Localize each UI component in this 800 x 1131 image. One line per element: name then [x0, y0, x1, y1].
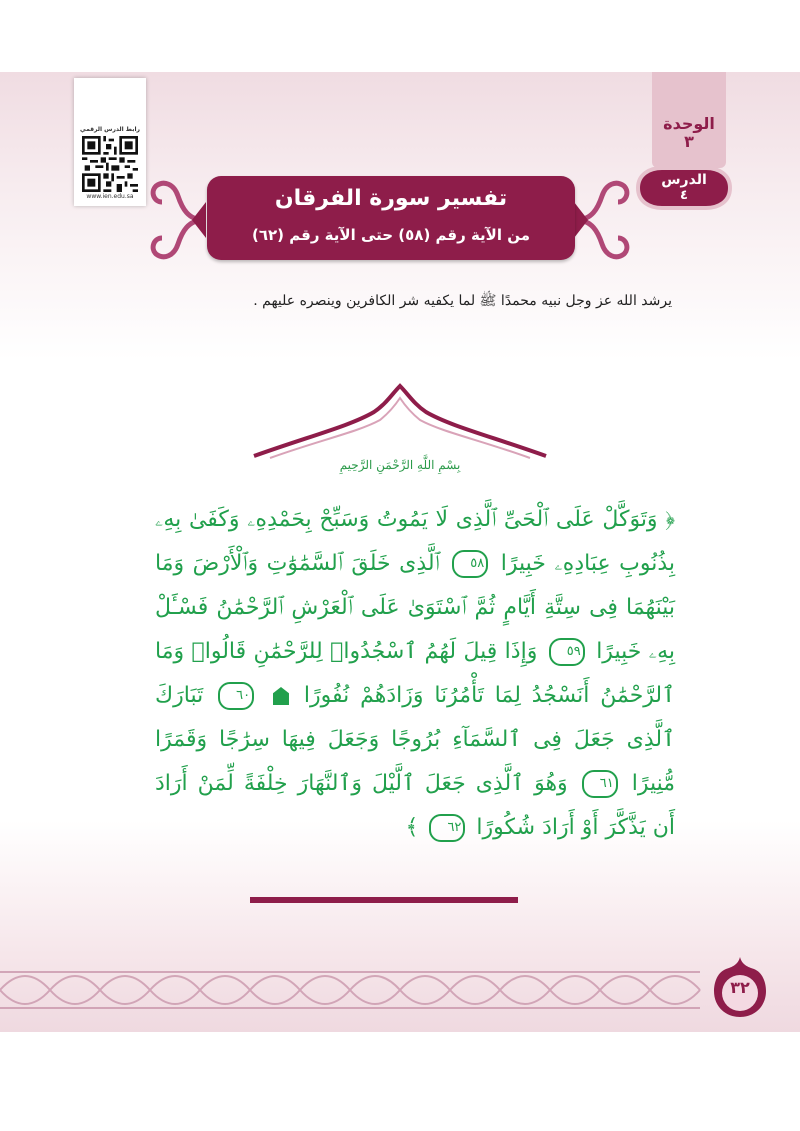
sajda-mark-icon [273, 687, 289, 705]
unit-number: ٣ [684, 132, 694, 151]
left-ornament-icon [148, 172, 208, 268]
ayah-number: ٦٠ [218, 682, 254, 710]
verse-open-bracket: ﴿ [665, 507, 675, 532]
right-ornament-icon [572, 172, 632, 268]
ayah-number: ٦٢ [429, 814, 465, 842]
lesson-title: تفسير سورة الفرقان [274, 186, 508, 211]
verse-text: وَإِذَا قِيلَ لَهُمُ ٱسْجُدُوا۟ لِلرَّحْمَٰنِ قَالُوا۟ وَمَا ٱلرَّحْمَٰنُ أَنَسْجُدُ لِمَا تَأْمُرُنَا وَزَادَهُمْ نُفُورًا [155, 639, 676, 708]
arch-ornament-icon [250, 382, 550, 460]
footer-ornament-icon [0, 958, 800, 1022]
ayah-number: ٥٩ [549, 638, 585, 666]
divider-rule [250, 897, 518, 903]
verse-text: ٱلَّذِى خَلَقَ ٱلسَّمَٰوَٰتِ وَٱلْأَرْضَ وَمَا بَيْنَهُمَا فِى سِتَّةِ أَيَّامٍ ثُمَّ ٱسْتَوَىٰ عَلَى ٱلْعَرْشِ ٱلرَّحْمَٰنُ فَسْـَٔلْ بِهِۦ خَبِيرًا [155, 551, 676, 664]
qr-code-icon[interactable] [82, 136, 138, 192]
unit-label: الوحدة [663, 114, 715, 133]
verse-text: وَهُوَ ٱلَّذِى جَعَلَ ٱلَّيْلَ وَٱلنَّهَارَ خِلْفَةً لِّمَنْ أَرَادَ أَن يَذَّكَّرَ أَوْ أَرَادَ شُكُورًا [155, 771, 675, 840]
intro-text: يرشد الله عز وجل نبيه محمدًا ﷺ لما يكفيه شر الكافرين وينصره عليهم . [253, 293, 672, 309]
lesson-number: ٤ [680, 188, 688, 203]
basmala: بِسْمِ اللَّهِ الرَّحْمَنِ الرَّحِيمِ [339, 458, 461, 472]
qr-caption: رابط الدرس الرقمي [80, 126, 140, 133]
lesson-label: الدرس [661, 172, 707, 188]
ayah-number: ٦١ [582, 770, 618, 798]
verse-close-bracket: ﴾ [405, 815, 419, 840]
quran-verses [155, 498, 675, 850]
qr-url[interactable]: www.ien.edu.sa [86, 193, 134, 200]
lesson-subtitle: من الآية رقم (٥٨) حتى الآية رقم (٦٢) [251, 226, 531, 244]
qr-card[interactable] [74, 78, 146, 206]
ayah-number: ٥٨ [452, 550, 488, 578]
title-banner [207, 176, 575, 260]
verse-text: تَبَارَكَ ٱلَّذِى جَعَلَ فِى ٱلسَّمَآءِ بُرُوجًا وَجَعَلَ فِيهَا سِرَٰجًا وَقَمَرًا مُّنِيرًا [155, 683, 676, 796]
verse-text: وَتَوَكَّلْ عَلَى ٱلْحَىِّ ٱلَّذِى لَا يَمُوتُ وَسَبِّحْ بِحَمْدِهِۦ وَكَفَىٰ بِهِۦ بِذُنُوبِ عِبَادِهِۦ خَبِيرًا [155, 507, 676, 576]
page-number: ٣٢ [730, 978, 750, 997]
unit-tab [652, 72, 726, 168]
